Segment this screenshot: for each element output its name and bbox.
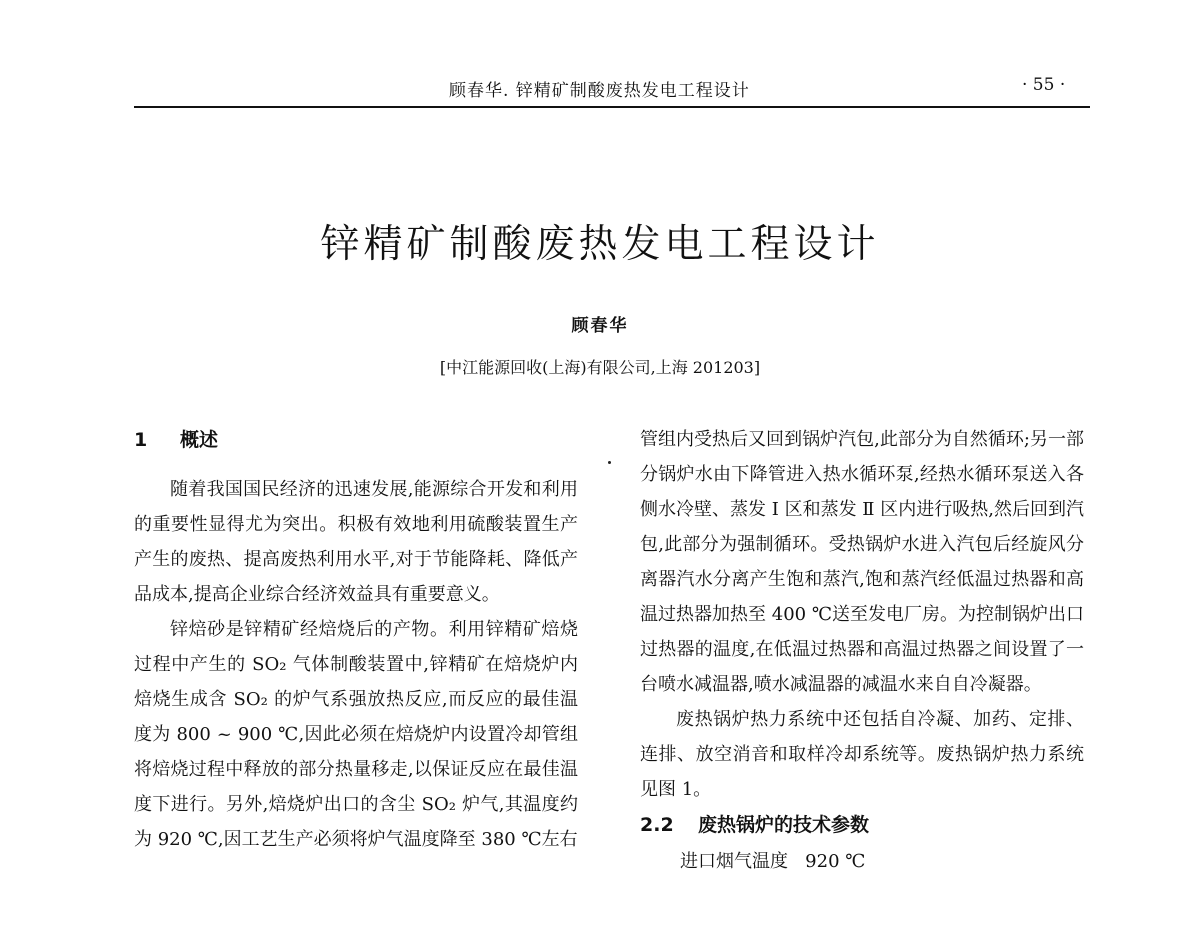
left-column xyxy=(134,422,578,857)
section-heading-1 xyxy=(134,422,578,459)
parameter-value: 920 ℃ xyxy=(805,851,866,872)
right-column xyxy=(640,422,1084,879)
scan-artifact-dot xyxy=(608,461,611,464)
author-name: 顾春华 xyxy=(571,316,629,336)
body-paragraph: 锌焙砂是锌精矿经焙烧后的产物。利用锌精矿焙烧过程中产生的 SO₂ 气体制酸装置中,锌精矿在焙烧炉内焙烧生成含 SO₂ 的炉气系强放热反应,而反应的最佳温度为 800 ~ 900 ℃,因此必须在焙烧炉内设置冷却管组将焙烧过程中释放的部分热量移走,以保证反应在最佳温度下进行。另外,焙烧炉出口的含尘 SO₂ 炉气,其温度约为 920 ℃,因工艺生产必须将炉气温度降至 380 ℃左右 xyxy=(134,619,578,850)
page-number: · 55 · xyxy=(1022,75,1066,95)
author-affiliation: [中江能源回收(上海)有限公司,上海 201203] xyxy=(439,358,761,377)
header-rule xyxy=(134,106,1090,108)
section-number: 2.2 xyxy=(640,814,674,836)
section-heading-2-2 xyxy=(640,807,1084,844)
section-title: 废热锅炉的技术参数 xyxy=(698,814,870,836)
section-title: 概述 xyxy=(180,429,219,451)
body-paragraph: 废热锅炉热力系统中还包括自冷凝、加药、定排、连排、放空消音和取样冷却系统等。废热锅炉热力系统见图 1。 xyxy=(640,709,1084,800)
body-paragraph: 管组内受热后又回到锅炉汽包,此部分为自然循环;另一部分锅炉水由下降管进入热水循环泵,经热水循环泵送入各侧水冷壁、蒸发 Ⅰ 区和蒸发 Ⅱ 区内进行吸热,然后回到汽包,此部分为强制循环。受热锅炉水进入汽包后经旋风分离器汽水分离产生饱和蒸汽,饱和蒸汽经低温过热器和高温过热器加热至 400 ℃送至发电厂房。为控制锅炉出口过热器的温度,在低温过热器和高温过热器之间设置了一台喷水减温器,喷水减温器的减温水来自自冷凝器。 xyxy=(640,429,1084,695)
parameter-row xyxy=(640,844,1084,879)
parameter-label: 进口烟气温度 xyxy=(680,851,788,872)
body-paragraph: 随着我国国民经济的迅速发展,能源综合开发和利用的重要性显得尤为突出。积极有效地利用硫酸装置生产产生的废热、提高废热利用水平,对于节能降耗、降低产品成本,提高企业综合经济效益具有重要意义。 xyxy=(134,479,578,605)
running-header: 顾春华. 锌精矿制酸废热发电工程设计 xyxy=(449,81,750,101)
paper-title: 锌精矿制酸废热发电工程设计 xyxy=(320,222,880,267)
section-number: 1 xyxy=(134,429,148,451)
